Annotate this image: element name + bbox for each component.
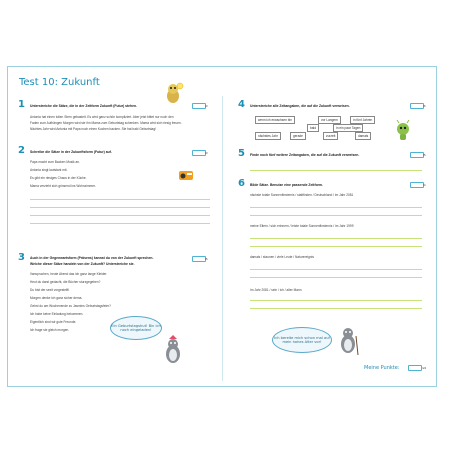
word-tile[interactable]: damals xyxy=(355,132,371,140)
answer-line[interactable] xyxy=(250,246,422,247)
question-1-number: 1 xyxy=(18,99,25,110)
word-tile[interactable]: vor Langem xyxy=(318,116,341,124)
question-3-text-2: Welche dieser Sätze handeln von der Zukunft? Unterstreiche sie. xyxy=(30,262,135,266)
question-6-text: Bilde Sätze. Benutze eine passende Zeitform. xyxy=(250,183,323,187)
column-divider xyxy=(222,96,223,381)
question-2-line-4: Mama verzieht sich grinsend ins Wohnzimmer. xyxy=(30,184,96,188)
word-tile[interactable]: nächstes Jahr xyxy=(255,132,281,140)
question-6-item-3: damals / staunen / viele Leute / Naturereignis xyxy=(250,255,314,259)
answer-line[interactable] xyxy=(250,308,422,309)
answer-line[interactable] xyxy=(250,300,422,301)
question-2-score-box xyxy=(192,150,206,156)
answer-line[interactable] xyxy=(30,207,210,208)
question-6-score-box xyxy=(410,182,424,188)
answer-line[interactable] xyxy=(250,277,422,278)
question-3-line-3: Du bist der sexit vorgestellt! xyxy=(30,288,70,292)
question-3-line-2: Heut du darst gedacht, die Bücher sturzgegeben? xyxy=(30,280,101,284)
answer-line[interactable] xyxy=(250,170,422,171)
question-2-line-3: Es gibt ein riesiges Chaos in der Küche. xyxy=(30,176,87,180)
question-3-line-5: Gehst du am Wochenende zu Jasmins Geburtstagsfeier? xyxy=(30,304,111,308)
word-tile[interactable]: zurzeit xyxy=(323,132,338,140)
answer-line[interactable] xyxy=(250,207,422,208)
answer-line[interactable] xyxy=(250,269,422,270)
question-6-item-4: Im Jahr 2081 / sein / ich / alter Mann xyxy=(250,288,302,292)
question-4-number: 4 xyxy=(238,99,245,110)
word-tile[interactable]: in fünf Jahren xyxy=(350,116,375,124)
answer-line[interactable] xyxy=(250,238,422,239)
question-1-line-3: Nächtes Jahr wird Antonia mit Papa noch einen Kuchen backen. Sie hat bald Geburtstag! xyxy=(30,127,156,131)
question-6-score: /4 xyxy=(423,183,426,187)
word-tile[interactable]: bald xyxy=(307,124,319,132)
question-2-line-2: Antonia singt lautstark mit. xyxy=(30,168,68,172)
old-penguin-illustration xyxy=(335,322,361,356)
points-total: /24 xyxy=(422,366,427,370)
speech-bubble-left: Ein Geburtstagshut! Bin ich noch eingeladen! xyxy=(110,316,162,340)
question-5-score-box xyxy=(410,152,424,158)
question-3-line-6: Ich habe keine Einladung bekommen. xyxy=(30,312,84,316)
question-6-item-2: meine Eltern / sich erinnern / letzte totale Sonnenfinsternis / im Jahr 1999 xyxy=(250,224,354,228)
answer-line[interactable] xyxy=(250,215,422,216)
question-6-item-1: nächste totale Sonnenfinsternis / stattfinden / Deutschland / im Jahr 2081 xyxy=(250,193,354,197)
question-6-number: 6 xyxy=(238,178,245,189)
radio-illustration xyxy=(178,168,194,182)
question-1-score: /3 xyxy=(205,104,208,108)
question-1-score-box xyxy=(192,103,206,109)
question-5-text: Finde noch fünf weitere Zeitangaben, die auf die Zukunft verweisen. xyxy=(250,153,360,157)
word-tile[interactable]: wenn ich erwachsen bin xyxy=(255,116,295,124)
question-3-line-1: Vanspruchen, heute Abend das ich ganz lange Kleider. xyxy=(30,272,108,276)
answer-line[interactable] xyxy=(30,215,210,216)
question-3-score: /5 xyxy=(205,257,208,261)
question-2-line-1: Papa macht zum Backen Musik an. xyxy=(30,160,80,164)
answer-line[interactable] xyxy=(30,223,210,224)
penguin-illustration xyxy=(162,335,184,365)
question-4-score-box xyxy=(410,103,424,109)
question-4-score: /6 xyxy=(423,104,426,108)
question-2-score: /3 xyxy=(205,151,208,155)
page-title: Test 10: Zukunft xyxy=(19,77,100,88)
question-3-line-4: Morgen denke ich ganz sicher dema. xyxy=(30,296,83,300)
question-5-number: 5 xyxy=(238,148,245,159)
points-label: Meine Punkte: xyxy=(364,365,400,371)
question-2-text: Schreibe die Sätze in der Zukunftsform (Futur) auf. xyxy=(30,150,112,154)
alien-illustration xyxy=(392,120,414,142)
question-1-line-1: Antonia hat einen tollen Stern gebastelt. Es wird ganz schön kompliziert. Aber jetzt bittet nur noch den xyxy=(30,115,174,119)
question-3-line-8: Ich frage sie gleich morgen. xyxy=(30,328,70,332)
points-total-box xyxy=(408,365,422,371)
mascot-illustration xyxy=(162,82,184,106)
word-tile[interactable]: gerade xyxy=(290,132,306,140)
speech-bubble-right: Ich bereite mich schon mal auf mein hohes Alter vor! xyxy=(272,327,332,353)
word-tile[interactable]: in ein paar Tagen xyxy=(333,124,363,132)
question-3-line-7: Eigentlich sind wir gute Freunde. xyxy=(30,320,77,324)
answer-line[interactable] xyxy=(30,199,210,200)
question-3-score-box xyxy=(192,256,206,262)
question-2-number: 2 xyxy=(18,145,25,156)
question-3-number: 3 xyxy=(18,252,25,263)
question-1-text: Unterstreiche die Sätze, die in der Zeitform Zukunft (Futur) stehen. xyxy=(30,104,138,108)
question-5-score: /5 xyxy=(423,153,426,157)
question-4-text: Unterstreiche alle Zeitangaben, die auf die Zukunft verweisen. xyxy=(250,104,350,108)
question-3-text-1: Auch in der Gegenwartsform (Präsens) kannst du von der Zukunft sprechen. xyxy=(30,256,154,260)
question-1-line-2: Faden zum Aufhängen Morgen wird sie ihn Mama zum Geburtstag schenken. Mama wird sich riesig freuen. xyxy=(30,121,182,125)
